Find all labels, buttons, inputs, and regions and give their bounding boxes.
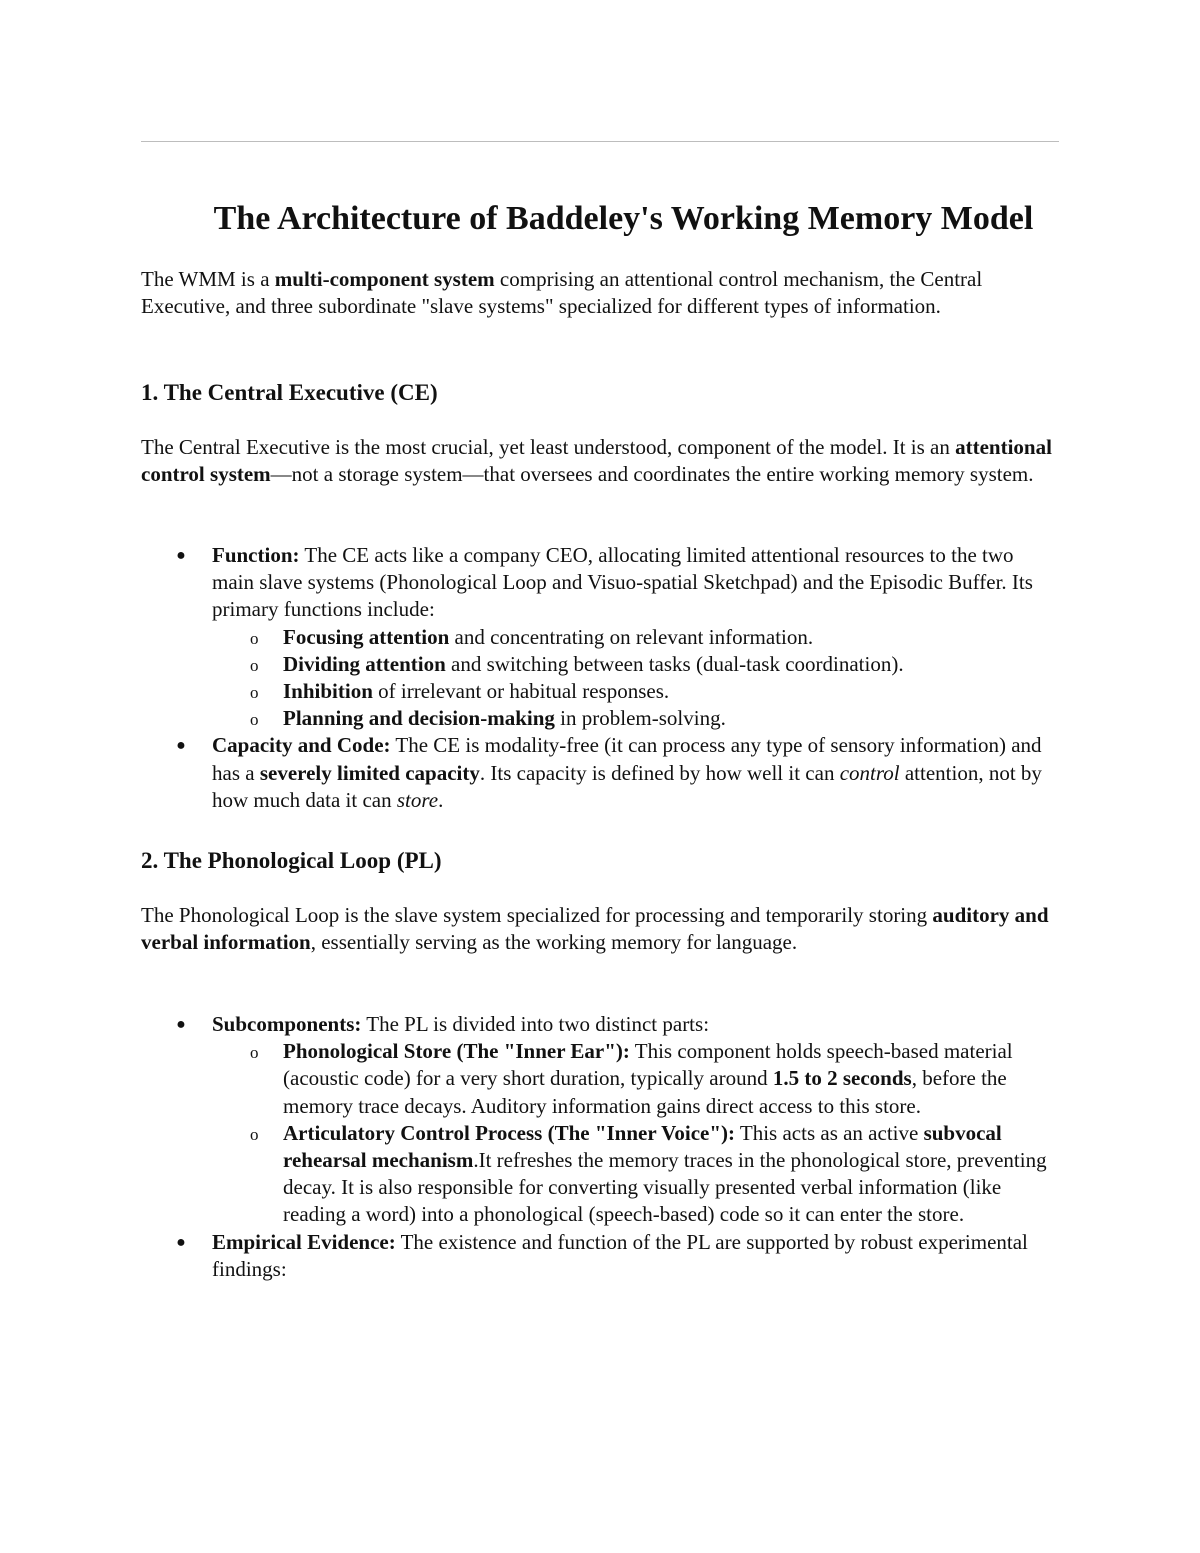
circle-bullet-icon: o	[250, 628, 259, 648]
central-executive-paragraph	[141, 434, 1059, 488]
subcomponents-subitem-list	[212, 1038, 1059, 1228]
circle-bullet-icon: o	[250, 683, 259, 703]
bullet-text-function: The CE acts like a company CEO, allocating limited attentional resources to the two main slave systems (Phonological Loop and Visuo-spatial Sketchpad) and the Episodic Buffer. Its primary functions include:	[212, 543, 1033, 622]
subitem-text: and concentrating on relevant information.	[449, 624, 814, 649]
subitem-text: in problem-solving.	[554, 706, 726, 731]
phonological-loop-paragraph	[141, 902, 1059, 956]
articulatory-text-2: .It refreshes the memory traces in the phonological store, preventing decay. It is also responsible for converting visually presented verbal information (like reading a word) into a phonological (speech-based) code so it can enter the store.	[283, 1148, 1047, 1227]
bullet-icon: ●	[176, 737, 186, 755]
list-item-subcomponents	[141, 1011, 1059, 1229]
subitem-bold: Articulatory Control Process (The "Inner Voice"):	[283, 1120, 736, 1145]
pl-para-text-2: , essentially serving as the working memory for language.	[310, 930, 798, 955]
intro-text-1: The WMM is a	[141, 267, 275, 291]
bullet-text-evidence: The existence and function of the PL are supported by robust experimental findings:	[212, 1229, 1028, 1281]
bullet-text-subcomponents: The PL is divided into two distinct parts:	[361, 1012, 710, 1036]
phonological-loop-bullet-list	[141, 1011, 1059, 1283]
store-text-1: This component holds speech-based material (acoustic code) for a very short duration, typically around	[283, 1039, 1013, 1091]
subitem-focusing-attention	[141, 624, 1059, 651]
bullet-icon: ●	[176, 1233, 186, 1251]
circle-bullet-icon: o	[250, 710, 259, 730]
function-subitem-list	[212, 624, 1059, 733]
subitem-bold: Inhibition	[283, 679, 373, 704]
intro-paragraph	[141, 266, 1059, 320]
capacity-italic-store: store	[396, 787, 439, 812]
articulatory-text-1: This acts as an active	[735, 1120, 924, 1145]
capacity-text-3: attention, not by how much data it can	[212, 760, 1042, 812]
central-executive-bullet-list	[141, 542, 1059, 814]
capacity-bold-term: severely limited capacity	[259, 760, 480, 785]
ce-para-bold-term: attentional control system	[141, 435, 1052, 487]
ce-para-text-2: —not a storage system—that oversees and coordinates the entire working memory system.	[270, 462, 1034, 487]
capacity-italic-control: control	[839, 760, 900, 785]
bullet-label-capacity: Capacity and Code:	[212, 733, 391, 758]
capacity-text-2: . Its capacity is defined by how well it can	[479, 760, 840, 785]
articulatory-bold-term: subvocal rehearsal mechanism	[283, 1120, 1002, 1173]
subitem-text: of irrelevant or habitual responses.	[372, 679, 670, 704]
list-item-function	[141, 542, 1059, 732]
store-bold-duration: 1.5 to 2 seconds	[772, 1066, 912, 1091]
pl-para-bold-term: auditory and verbal information	[141, 903, 1049, 955]
section-heading-phonological-loop: 2. The Phonological Loop (PL)	[141, 848, 442, 873]
bullet-label-subcomponents: Subcomponents:	[212, 1012, 362, 1036]
list-item-empirical-evidence	[141, 1229, 1059, 1283]
bullet-label-evidence: Empirical Evidence:	[212, 1229, 396, 1254]
circle-bullet-icon: o	[250, 655, 259, 675]
subitem-articulatory-control	[141, 1120, 1059, 1229]
subitem-bold: Focusing attention	[283, 624, 450, 649]
bullet-icon: ●	[176, 547, 186, 564]
subitem-bold: Planning and decision-making	[283, 706, 555, 731]
page-title: The Architecture of Baddeley's Working Memory Model	[213, 200, 1034, 237]
bullet-icon: ●	[176, 1016, 186, 1033]
capacity-text-4: .	[438, 787, 444, 812]
list-item-capacity	[141, 732, 1059, 814]
subitem-bold: Phonological Store (The "Inner Ear"):	[283, 1039, 630, 1064]
bullet-label-function: Function:	[212, 543, 300, 567]
horizontal-rule	[141, 141, 1059, 142]
subitem-dividing-attention	[141, 651, 1059, 678]
ce-para-text-1: The Central Executive is the most crucial, yet least understood, component of the model. It is an	[141, 435, 956, 459]
circle-bullet-icon: o	[250, 1043, 259, 1063]
capacity-text-1: The CE is modality-free (it can process any type of sensory information) and has a	[212, 733, 1042, 785]
intro-bold-term: multi-component system	[274, 267, 495, 291]
pl-para-text-1: The Phonological Loop is the slave system specialized for processing and temporarily storing	[141, 903, 933, 927]
subitem-planning	[141, 705, 1059, 732]
subitem-text: and switching between tasks (dual-task coordination).	[445, 651, 904, 676]
intro-text-2: comprising an attentional control mechanism, the Central Executive, and three subordinate "slave systems" specialized for different types of information.	[141, 267, 983, 319]
store-text-2: , before the memory trace decays. Auditory information gains direct access to this store.	[283, 1066, 1007, 1118]
circle-bullet-icon: o	[250, 1124, 259, 1144]
section-heading-central-executive: 1. The Central Executive (CE)	[141, 380, 438, 405]
subitem-bold: Dividing attention	[283, 651, 446, 676]
subitem-inhibition	[141, 678, 1059, 705]
subitem-phonological-store	[141, 1038, 1059, 1120]
